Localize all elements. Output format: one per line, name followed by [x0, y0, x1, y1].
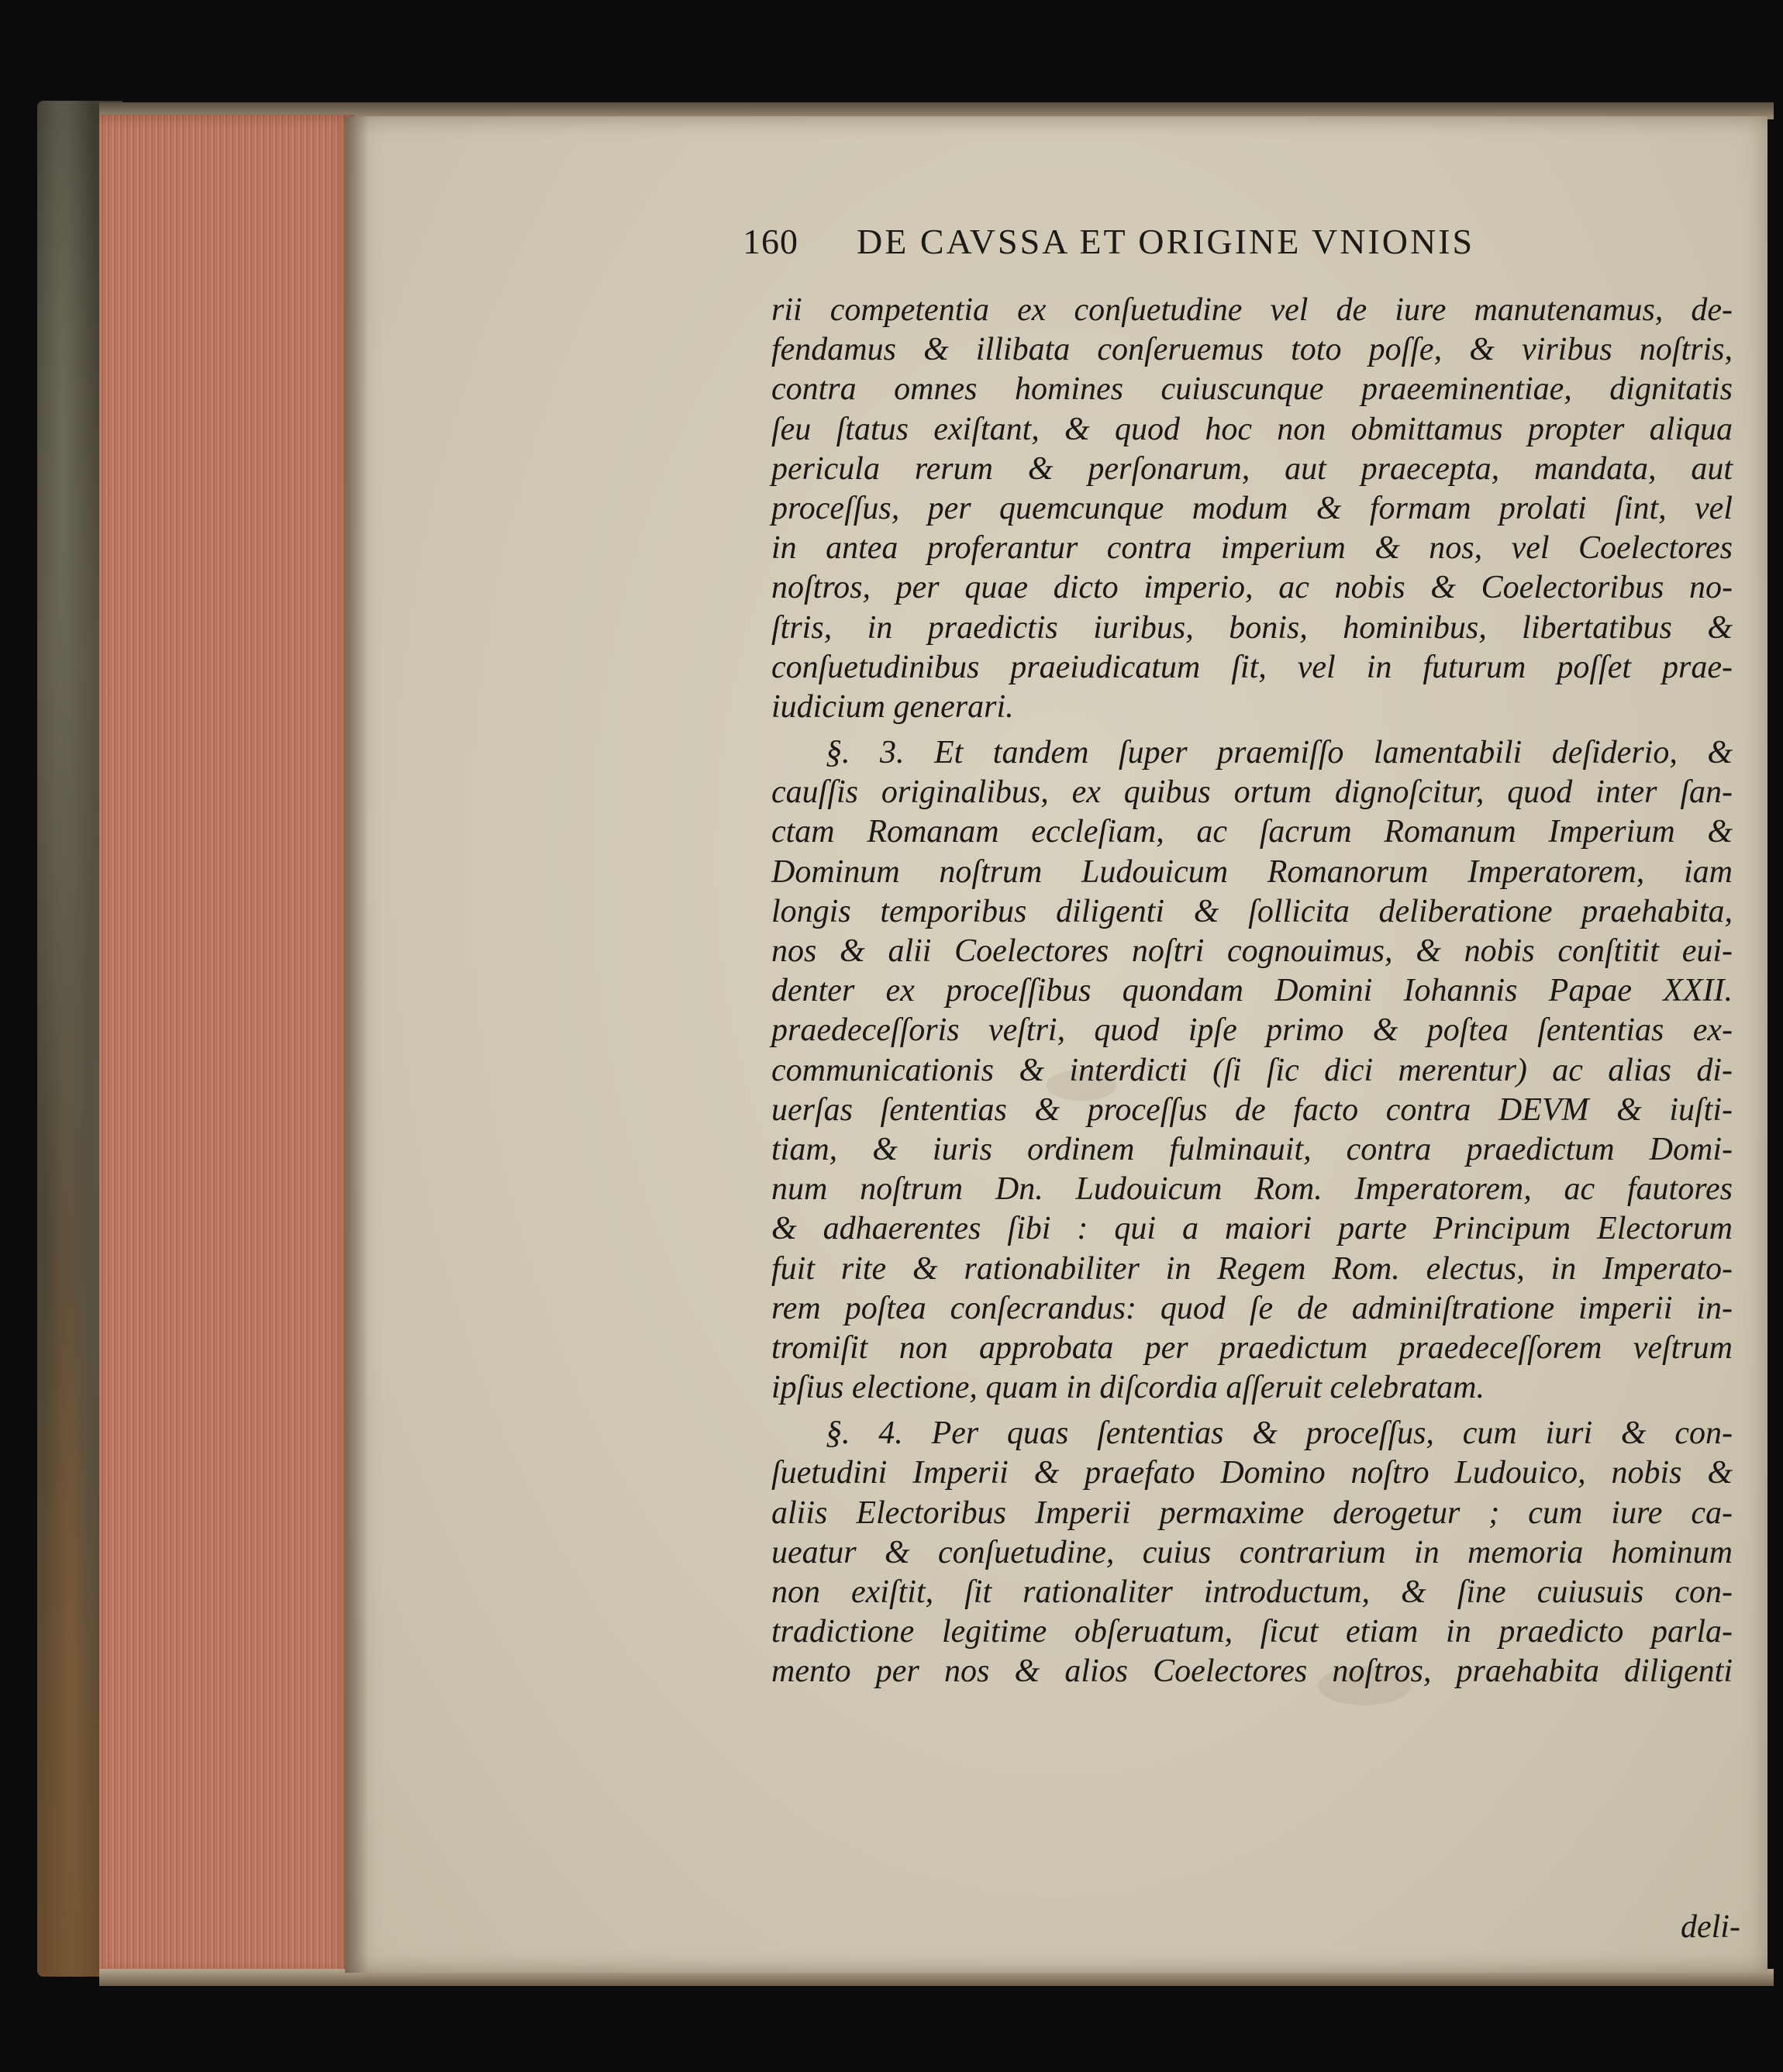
text-line: contra omnes homines cuiuscunque praeeminentiae, dignitatis — [771, 371, 1733, 408]
text-line: ſtris, in praedictis iuribus, bonis, hominibus, libertatibus & — [771, 609, 1733, 646]
section-3-first-line: §. 3. Et tandem ſuper praemiſſo lamentabili deſiderio, & — [826, 735, 1733, 771]
text-line: tiam, & iuris ordinem fulminauit, contra praedictum Domi- — [771, 1131, 1733, 1167]
text-line: ueatur & conſuetudine, cuius contrarium in memoria hominum — [771, 1534, 1733, 1570]
text-line: tromiſit non approbata per praedictum praedeceſſorem veſtrum — [771, 1329, 1733, 1366]
text-line: ſeu ſtatus exiſtant, & quod hoc non obmittamus propter aliqua — [771, 411, 1733, 447]
text-line: longis temporibus diligenti & ſollicita deliberatione praehabita, — [771, 893, 1733, 929]
text-line: denter ex proceſſibus quondam Domini Iohannis Papae XXII. — [771, 973, 1733, 1009]
text-line: cauſſis originalibus, ex quibus ortum dignoſcitur, quod inter ſan- — [771, 774, 1733, 811]
text-line: Dominum noſtrum Ludouicum Romanorum Imperatorem, iam — [771, 853, 1733, 890]
text-line: mento per nos & alios Coelectores noſtros, praehabita diligenti — [771, 1653, 1733, 1690]
text-line: praedeceſſoris veſtri, quod ipſe primo & poſtea ſententias ex- — [771, 1012, 1733, 1049]
section-4-first-line: §. 4. Per quas ſententias & proceſſus, cum iuri & con- — [826, 1415, 1733, 1452]
text-line: num noſtrum Dn. Ludouicum Rom. Imperatorem, ac fautores — [771, 1171, 1733, 1208]
text-line: & adhaerentes ſibi : qui a maiori parte Principum Electorum — [771, 1211, 1733, 1247]
text-line: communicationis & interdicti (ſi ſic dici merentur) ac alias di- — [771, 1052, 1733, 1088]
page-number: 160 — [743, 222, 798, 261]
text-line: ctam Romanam eccleſiam, ac ſacrum Romanum Imperium & — [771, 814, 1733, 850]
text-line: nos & alii Coelectores noſtri cognouimus, & nobis conſtitit eui- — [771, 933, 1733, 969]
text-line: iudicium generari. — [771, 688, 1014, 725]
text-line: rii competentia ex conſuetudine vel de iure manutenamus, de- — [771, 292, 1733, 328]
text-line: rem poſtea conſecrandus: quod ſe de adminiſtratione imperii in- — [771, 1290, 1733, 1326]
text-line: conſuetudinibus praeiudicatum ſit, vel in futurum poſſet prae- — [771, 649, 1733, 685]
page-gutter-shadow — [345, 116, 368, 1973]
text-line: noſtros, per quae dicto imperio, ac nobis & Coelectoribus no- — [771, 570, 1733, 606]
text-line: tradictione legitime obſeruatum, ſicut etiam in praedicto parla- — [771, 1614, 1733, 1650]
body-text — [771, 291, 1733, 1692]
text-line: uerſas ſententias & proceſſus de facto contra DEVM & iuſti- — [771, 1091, 1733, 1128]
text-line: ipſius electione, quam in diſcordia aſſeruit celebratam. — [771, 1370, 1485, 1406]
text-line: fuit rite & rationabiliter in Regem Rom. electus, in Imperato- — [771, 1250, 1733, 1287]
catchword: deli- — [1681, 1909, 1740, 1945]
running-head-title: DE CAVSSA ET ORIGINE VNIONIS — [857, 222, 1475, 261]
text-line: pericula rerum & perſonarum, aut praecepta, mandata, aut — [771, 450, 1733, 487]
text-line: fendamus & illibata conſeruemus toto poſſe, & viribus noſtris, — [771, 332, 1733, 368]
page-stack-edge — [99, 115, 355, 1975]
text-line: in antea proferantur contra imperium & nos, vel Coelectores — [771, 530, 1733, 567]
text-line: aliis Electoribus Imperii permaxime derogetur ; cum iure ca- — [771, 1495, 1733, 1531]
text-line: proceſſus, per quemcunque modum & formam prolati ſint, vel — [771, 490, 1733, 526]
text-line: non exiſtit, ſit rationaliter introductum, & ſine cuiusuis con- — [771, 1574, 1733, 1610]
text-line: ſuetudini Imperii & praefato Domino noſtro Ludouico, nobis & — [771, 1455, 1733, 1491]
